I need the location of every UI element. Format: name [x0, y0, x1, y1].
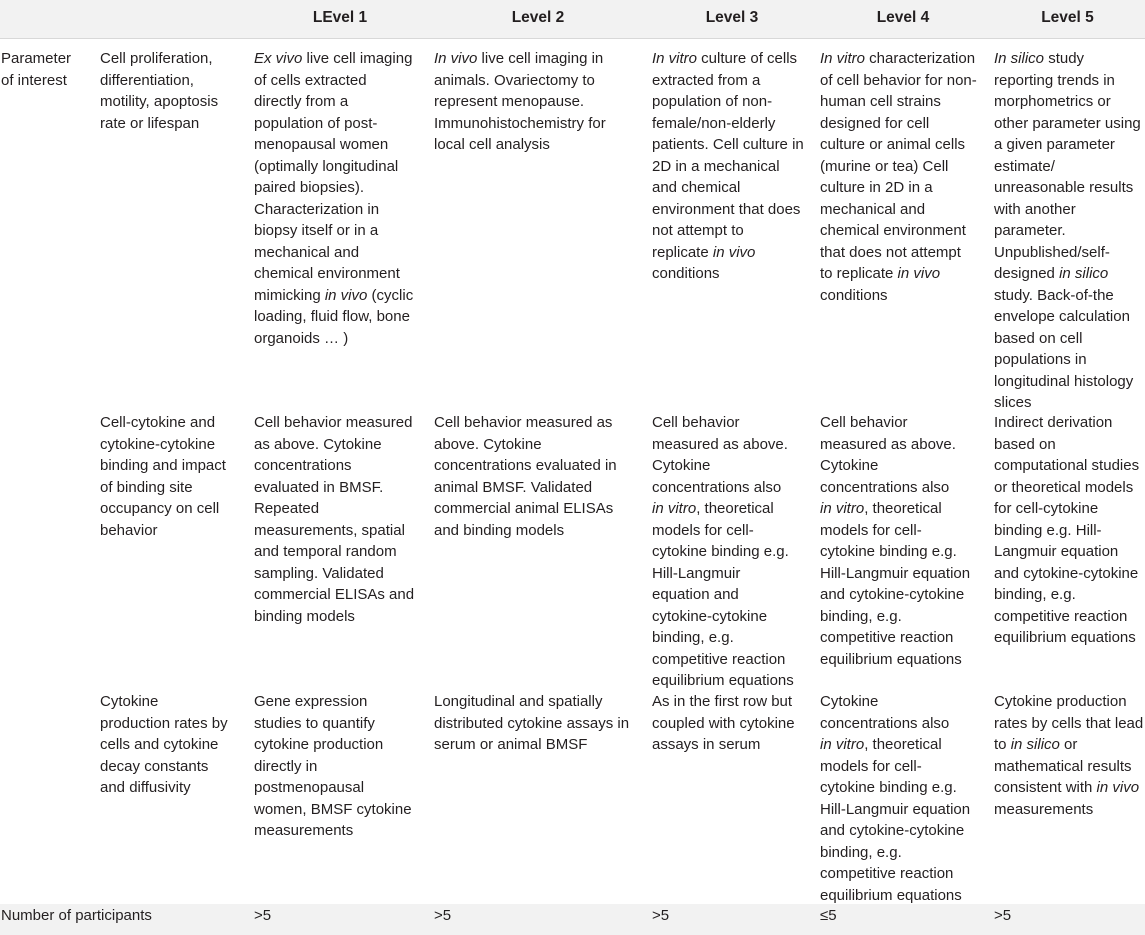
header-level-4: Level 4 — [876, 9, 930, 26]
row-2-level-5: Indirect derivation based on computational studies or theoretical models for cell-cytokine binding e.g. Hill- Langmuir equation and cytokine-cytokine binding, e.g. competitive reaction equilibrium equations — [994, 414, 1140, 646]
header-level-5: Level 5 — [1041, 9, 1094, 26]
row-2-level-1: Cell behavior measured as above. Cytokine concentrations evaluated in BMSF. Repeated measurements, spatial and temporal random sampling. Validated commercial ELISAs and binding models — [254, 414, 415, 625]
row-3-level-2: Longitudinal and spatially distributed cytokine assays in serum or animal BMSF — [434, 693, 630, 753]
participants-level-1: >5 — [254, 907, 272, 924]
header-level-1: LEvel 1 — [312, 9, 368, 26]
row-1-parameter: Cell proliferation, differentiation, motility, apoptosis rate or lifespan — [100, 50, 219, 132]
row-1-level-4: In vitro characterization of cell behavior for non- human cell strains designed for cell culture or animal cells (murine or tea) Cell culture in 2D in a mechanical and chemical environment that does not attempt to replicate in vivo conditions — [820, 50, 977, 304]
row-3-parameter: Cytokine production rates by cells and cytokine decay constants and diffusivity — [100, 693, 228, 796]
header-level-2: Level 2 — [511, 9, 565, 26]
row-3-level-5: Cytokine production rates by cells that lead to in silico or mathematical results consistent with in vivo measurements — [994, 693, 1144, 818]
row-1-level-3: In vitro culture of cells extracted from a population of non- female/non-elderly patients. Cell culture in 2D in a mechanical and chemical environment that does not attempt to replicate in vivo conditions — [652, 50, 804, 282]
footer-row — [0, 904, 1145, 935]
row-3-level-3: As in the first row but coupled with cytokine assays in serum — [652, 693, 795, 753]
header-level-3: Level 3 — [705, 9, 759, 26]
parameter-label: Parameter of interest — [1, 50, 72, 89]
row-1-level-5: In silico study reporting trends in morphometrics or other parameter using a given parameter estimate/ unreasonable results with another parameter. Unpublished/self- designed in silico study. Back-of-the envelope calculation based on cell populations in longitudinal histology slices — [994, 50, 1141, 411]
participants-label: Number of participants — [1, 907, 152, 924]
participants-level-4: ≤5 — [820, 907, 837, 924]
row-2-level-2: Cell behavior measured as above. Cytokine concentrations evaluated in animal BMSF. Validated commercial animal ELISAs and binding models — [434, 414, 617, 539]
row-3-level-4: Cytokine concentrations also in vitro, theoretical models for cell- cytokine binding e.g. Hill-Langmuir equation and cytokine-cytokine binding, e.g. competitive reaction equilibrium equations — [820, 693, 971, 904]
participants-level-2: >5 — [434, 907, 452, 924]
row-2-level-3: Cell behavior measured as above. Cytokine concentrations also in vitro, theoretical models for cell- cytokine binding e.g. Hill-Langmuir equation and cytokine-cytokine binding, e.g. competitive reaction equilibrium equations — [652, 414, 794, 689]
row-2-level-4: Cell behavior measured as above. Cytokine concentrations also in vitro, theoretical models for cell- cytokine binding e.g. Hill-Langmuir equation and cytokine-cytokine binding, e.g. competitive reaction equilibrium equations — [820, 414, 971, 668]
header-divider — [0, 38, 1145, 39]
row-1-level-1: Ex vivo live cell imaging of cells extracted directly from a population of post- menopausal women (optimally longitudinal paired biopsies). Characterization in biopsy itself or in a mechanical and chemical environment mimicking in vivo (cyclic loading, fluid flow, bone organoids … ) — [254, 50, 414, 347]
row-3-level-1: Gene expression studies to quantify cytokine production directly in postmenopausal women, BMSF cytokine measurements — [254, 693, 412, 839]
participants-level-3: >5 — [652, 907, 670, 924]
participants-level-5: >5 — [994, 907, 1012, 924]
row-1-level-2: In vivo live cell imaging in animals. Ovariectomy to represent menopause. Immunohistochemistry for local cell analysis — [434, 50, 606, 153]
row-2-parameter: Cell-cytokine and cytokine-cytokine binding and impact of binding site occupancy on cell behavior — [100, 414, 226, 539]
